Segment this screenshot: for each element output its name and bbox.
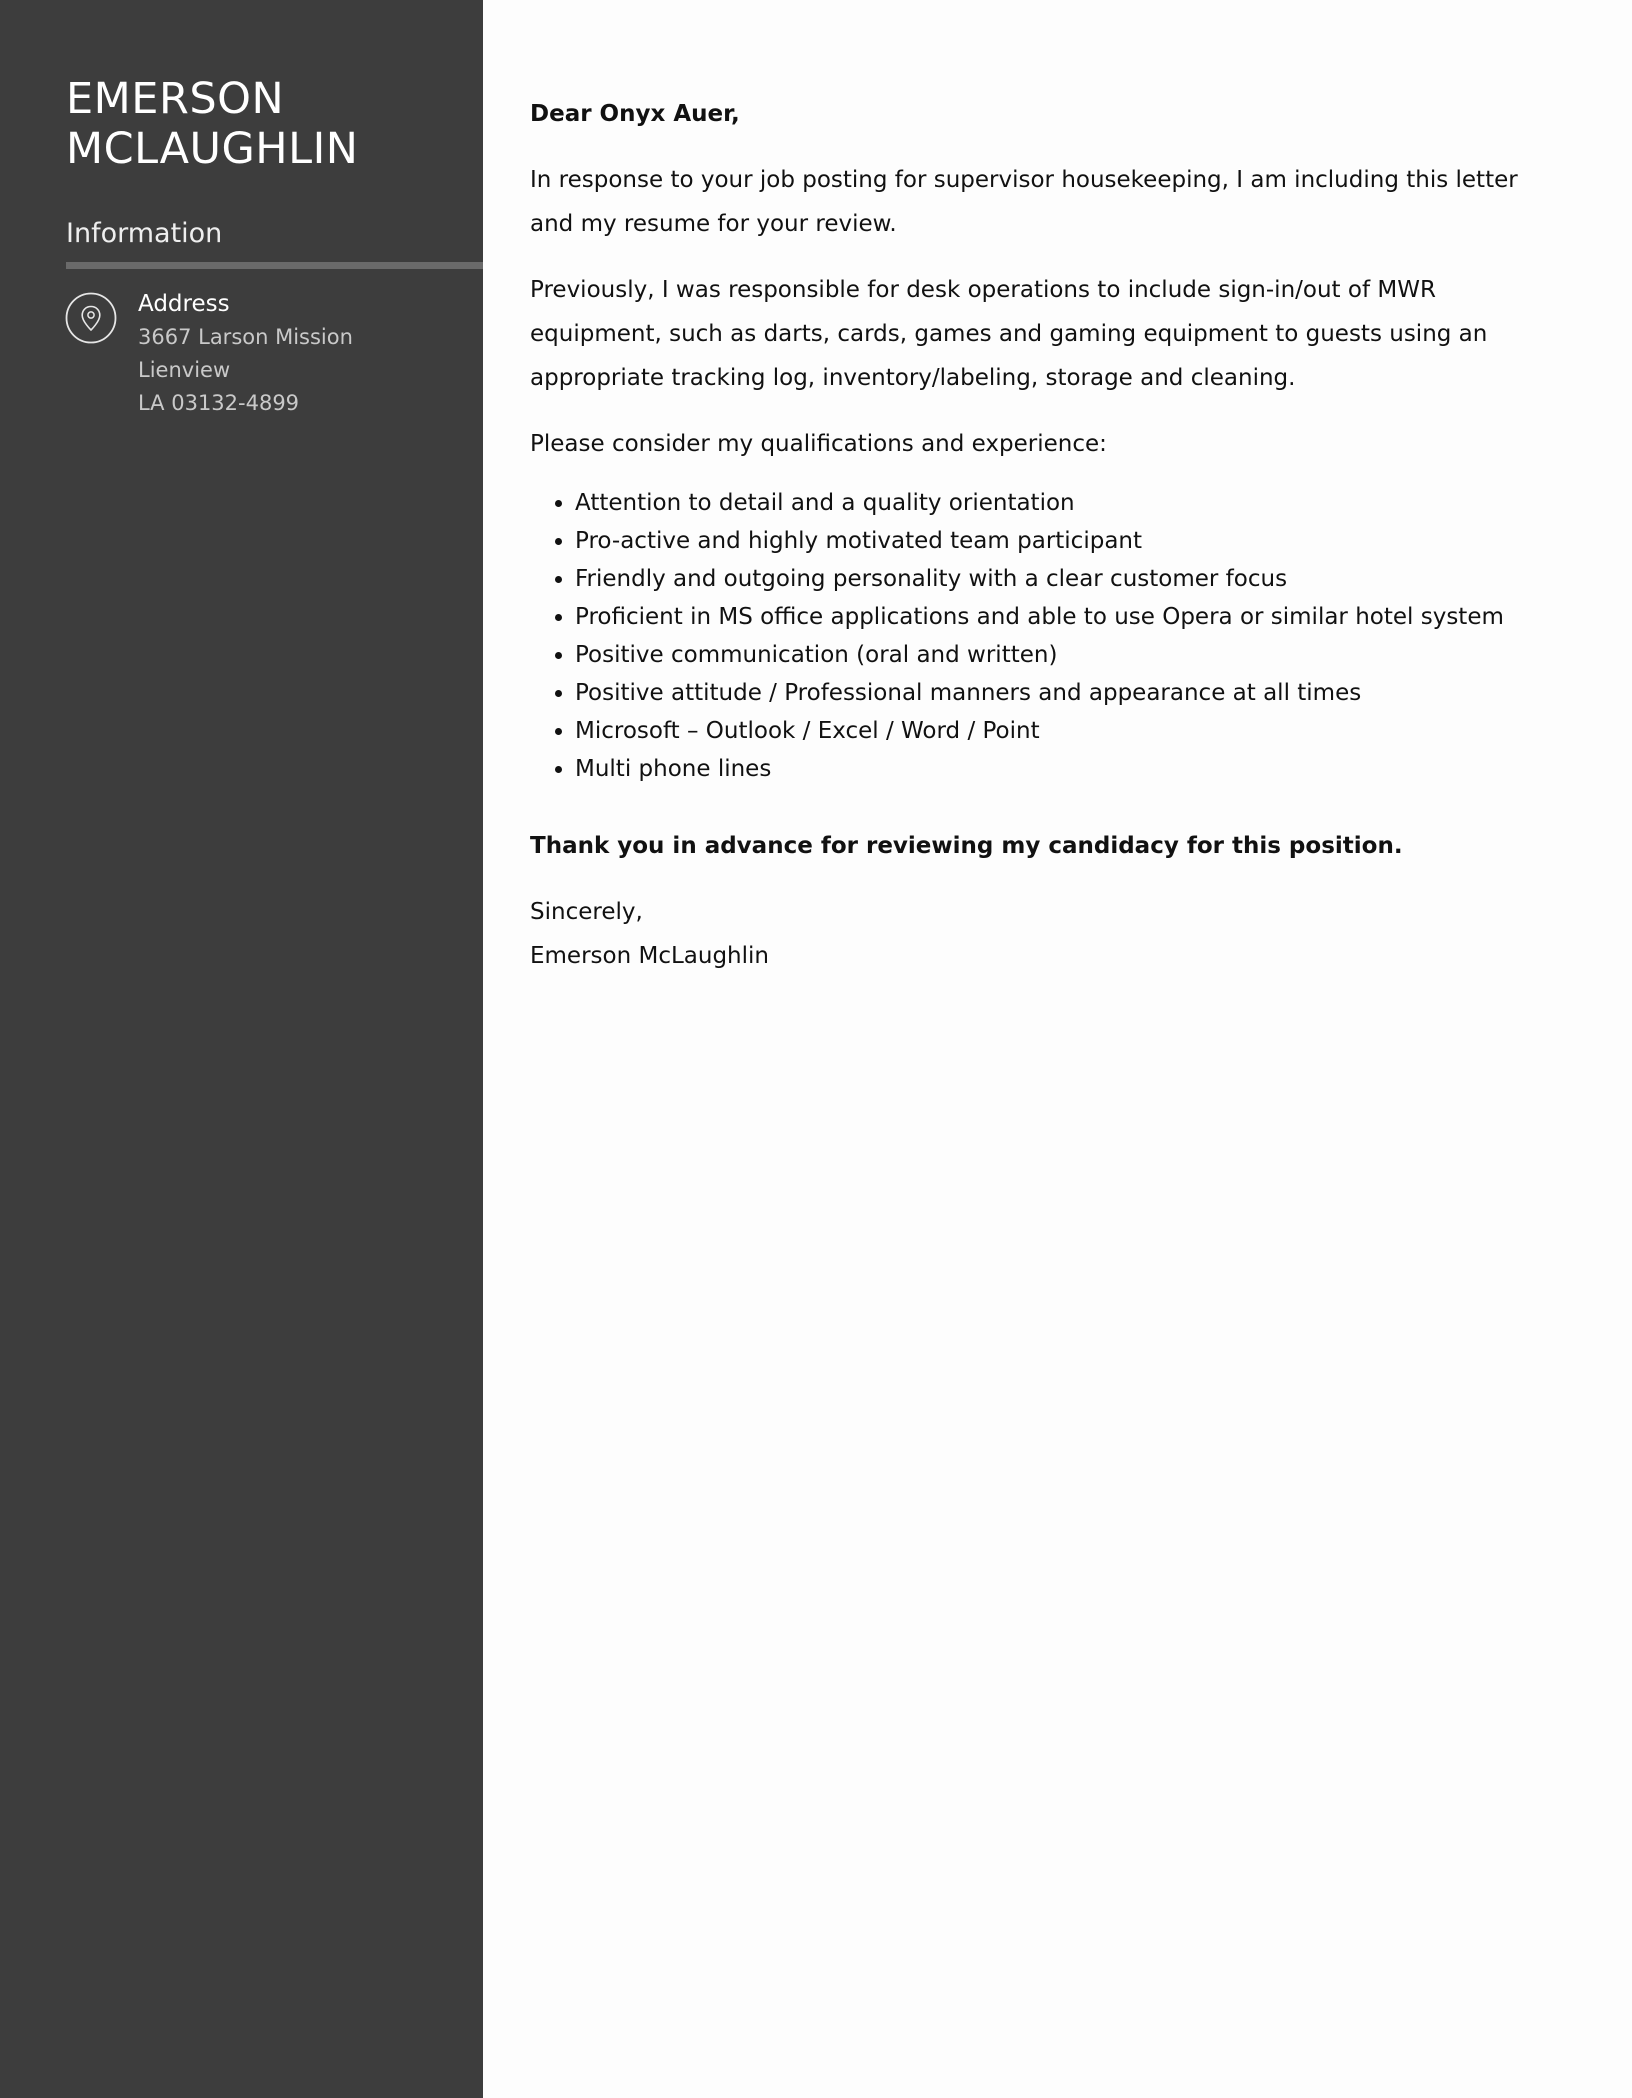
sign-off: Sincerely, [530, 899, 643, 925]
intro-paragraph: In response to your job posting for supervisor housekeeping, I am including this letter and my resume for your review. [530, 167, 1518, 237]
address-city: Lienview [138, 358, 231, 382]
list-item: • Friendly and outgoing personality with a clear customer focus [575, 560, 1560, 598]
section-divider [66, 262, 483, 269]
letter-body [530, 92, 1560, 978]
name-line-first: EMERSON [66, 74, 285, 124]
address-state-zip: LA 03132-4899 [138, 391, 300, 415]
closing-statement: Thank you in advance for reviewing my candidacy for this position. [530, 833, 1403, 859]
address-label: Address [138, 291, 230, 317]
salutation: Dear Onyx Auer, [530, 101, 740, 127]
sidebar [0, 0, 483, 2098]
list-item: • Positive attitude / Professional manners and appearance at all times [575, 674, 1560, 712]
list-item: • Pro-active and highly motivated team participant [575, 522, 1560, 560]
address-street: 3667 Larson Mission [138, 325, 353, 349]
qualifications-list [530, 484, 1560, 788]
experience-paragraph: Previously, I was responsible for desk operations to include sign-in/out of MWR equipment, such as darts, cards, games and gaming equipment to guests using an appropriate tracking log, inventory/labeling, storage and cleaning. [530, 277, 1488, 391]
map-pin-icon [65, 292, 117, 344]
list-item: • Attention to detail and a quality orientation [575, 484, 1560, 522]
information-heading: Information [66, 218, 223, 249]
name-line-last: MCLAUGHLIN [66, 124, 359, 174]
applicant-name [66, 74, 466, 174]
list-item: • Proficient in MS office applications and able to use Opera or similar hotel system [575, 598, 1560, 636]
list-item: • Multi phone lines [575, 750, 1560, 788]
list-item: • Microsoft – Outlook / Excel / Word / Point [575, 712, 1560, 750]
qualifications-intro: Please consider my qualifications and experience: [530, 431, 1107, 457]
address-block [138, 287, 468, 420]
list-item: • Positive communication (oral and written) [575, 636, 1560, 674]
signature-name: Emerson McLaughlin [530, 943, 769, 969]
